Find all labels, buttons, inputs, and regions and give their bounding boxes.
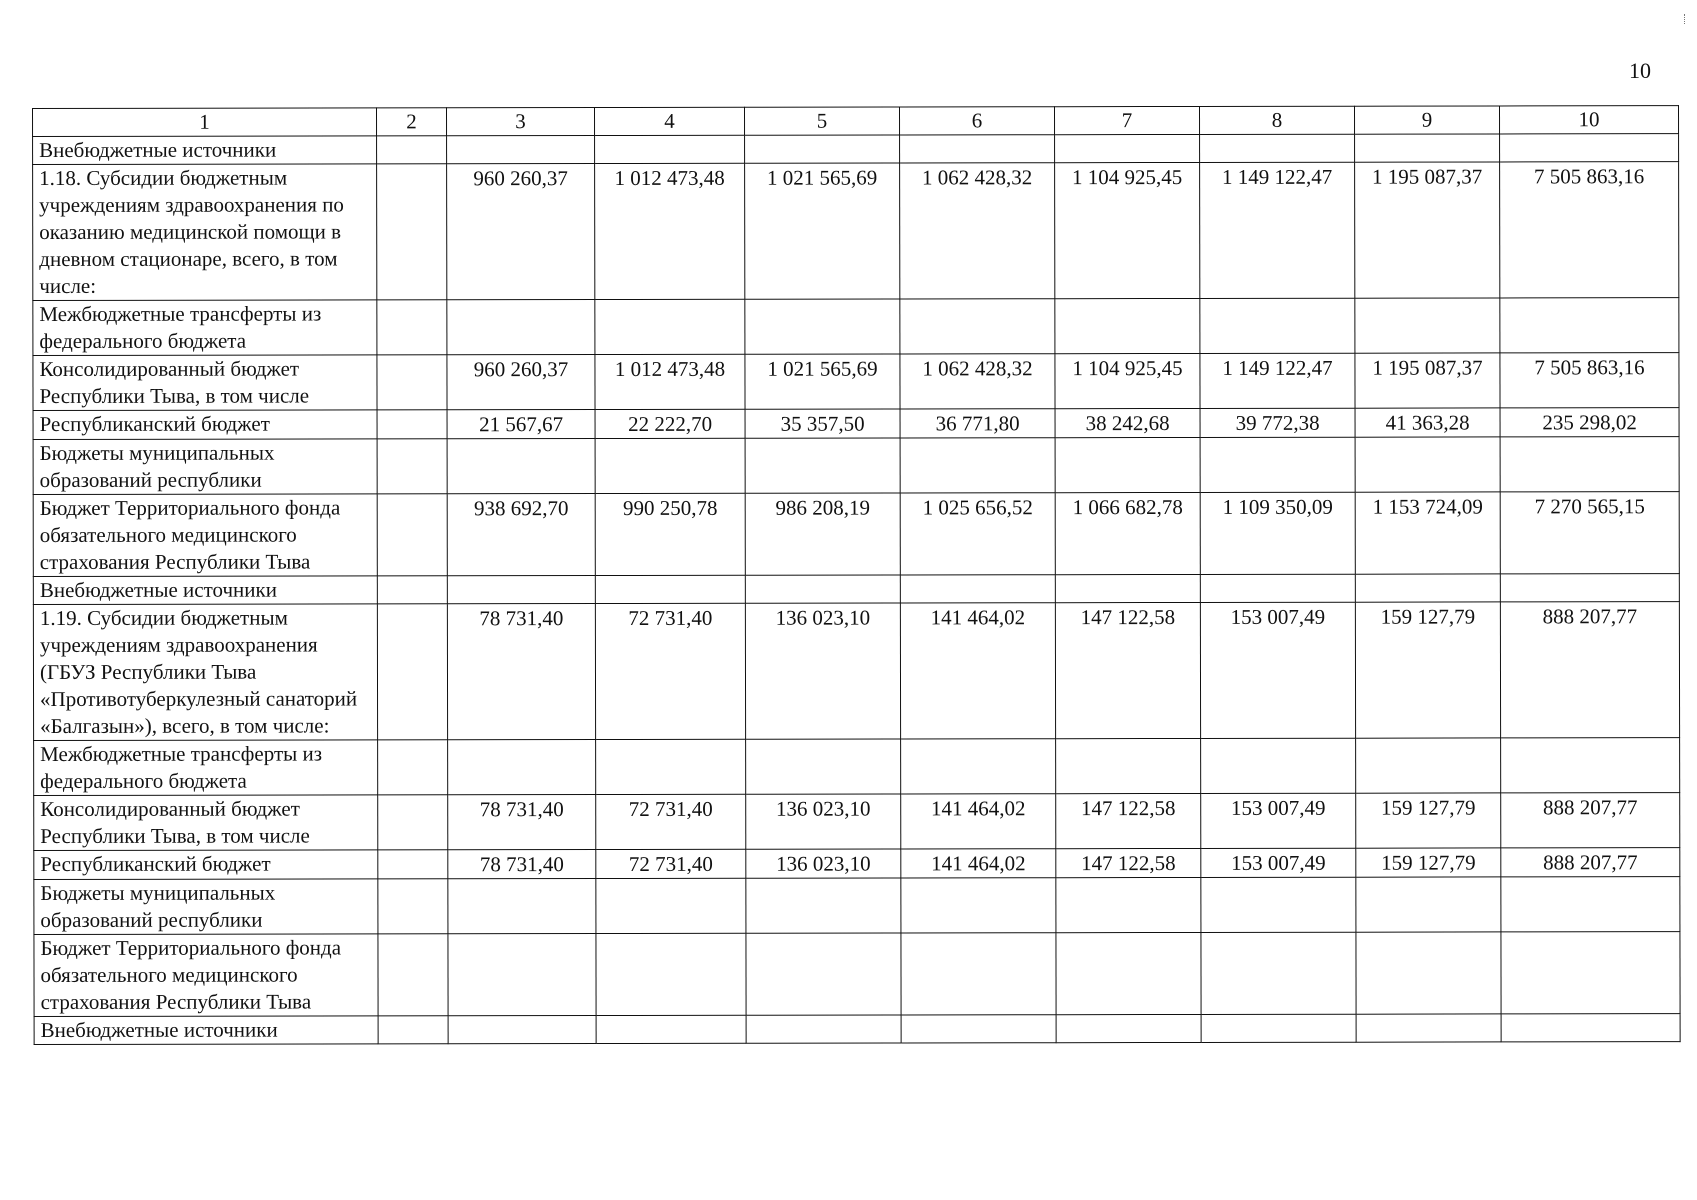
value-cell	[377, 300, 447, 355]
value-cell: 153 007,49	[1201, 793, 1356, 848]
table-row	[33, 353, 1679, 411]
value-cell	[1055, 574, 1200, 602]
column-header: 9	[1354, 106, 1499, 134]
value-cell	[378, 879, 448, 934]
column-header: 4	[595, 107, 745, 135]
value-cell: 147 122,58	[1056, 793, 1201, 848]
value-cell: 72 731,40	[596, 849, 746, 878]
value-cell	[447, 136, 595, 164]
value-cell	[1056, 1014, 1201, 1042]
value-cell: 7 270 565,15	[1500, 492, 1679, 574]
value-cell	[1501, 932, 1680, 1014]
column-header: 1	[33, 108, 377, 137]
table-row	[33, 298, 1679, 356]
row-label: Консолидированный бюджет Республики Тыва, в том числе	[33, 355, 377, 411]
table-row	[34, 877, 1680, 935]
value-cell	[1056, 877, 1201, 932]
value-cell	[377, 136, 447, 164]
value-cell: 1 062 428,32	[900, 163, 1055, 299]
value-cell	[377, 576, 447, 604]
value-cell	[377, 164, 447, 300]
value-cell	[448, 879, 596, 934]
column-header: 6	[899, 107, 1054, 135]
value-cell	[745, 135, 900, 163]
value-cell: 1 149 122,47	[1200, 353, 1355, 408]
row-label: Бюджет Территориального фонда обязательного медицинского страхования Республики Тыва	[34, 934, 378, 1017]
value-cell	[1355, 298, 1500, 353]
table-row	[34, 793, 1680, 851]
table-row	[33, 574, 1679, 605]
value-cell	[448, 1016, 596, 1044]
row-label: Внебюджетные источники	[33, 136, 377, 165]
value-cell	[1356, 932, 1501, 1014]
value-cell: 1 195 087,37	[1355, 162, 1500, 298]
value-cell	[746, 739, 901, 794]
row-label: Внебюджетные источники	[34, 1016, 378, 1045]
value-cell	[901, 933, 1056, 1015]
row-label: 1.18. Субсидии бюджетным учреждениям здравоохранения по оказанию медицинской помощи в дневном стационаре, всего, в том числе:	[33, 164, 377, 301]
value-cell	[447, 300, 595, 355]
value-cell	[378, 795, 448, 850]
page-number: 10	[1629, 58, 1651, 83]
value-cell: 1 021 565,69	[745, 163, 900, 299]
value-cell: 141 464,02	[901, 794, 1056, 849]
value-cell	[595, 135, 745, 163]
value-cell	[1201, 738, 1356, 793]
value-cell	[1500, 437, 1679, 492]
value-cell: 1 025 656,52	[900, 493, 1055, 575]
value-cell: 1 153 724,09	[1355, 492, 1500, 574]
value-cell	[1200, 134, 1355, 162]
value-cell: 960 260,37	[447, 164, 595, 300]
table-row	[33, 162, 1679, 301]
value-cell	[1356, 1014, 1501, 1042]
value-cell	[1200, 437, 1355, 492]
value-cell: 78 731,40	[448, 795, 596, 850]
value-cell: 159 127,79	[1356, 793, 1501, 848]
value-cell	[901, 739, 1056, 794]
value-cell	[1355, 437, 1500, 492]
value-cell: 141 464,02	[901, 849, 1056, 878]
value-cell	[900, 135, 1055, 163]
value-cell: 147 122,58	[1056, 848, 1201, 877]
table-row	[33, 602, 1679, 741]
value-cell	[745, 438, 900, 493]
value-cell	[378, 740, 448, 795]
value-cell: 21 567,67	[447, 410, 595, 439]
value-cell	[1355, 574, 1500, 602]
value-cell	[377, 604, 447, 740]
value-cell	[595, 575, 745, 603]
value-cell: 1 062 428,32	[900, 354, 1055, 409]
value-cell	[1356, 877, 1501, 932]
value-cell	[378, 1016, 448, 1044]
value-cell: 938 692,70	[447, 494, 595, 576]
value-cell: 1 149 122,47	[1200, 162, 1355, 298]
value-cell: 1 109 350,09	[1200, 492, 1355, 574]
value-cell: 235 298,02	[1500, 408, 1679, 437]
value-cell	[1355, 134, 1500, 162]
row-label: Республиканский бюджет	[33, 410, 377, 440]
row-label: Бюджеты муниципальных образований республики	[33, 439, 377, 495]
value-cell: 1 012 473,48	[595, 163, 745, 299]
value-cell: 1 104 925,45	[1055, 162, 1200, 298]
value-cell	[1201, 1014, 1356, 1042]
value-cell: 136 023,10	[746, 794, 901, 849]
value-cell	[901, 878, 1056, 933]
column-header: 5	[744, 107, 899, 135]
value-cell: 78 731,40	[447, 604, 595, 740]
value-cell	[596, 1015, 746, 1043]
value-cell: 1 021 565,69	[745, 354, 900, 409]
table-row	[33, 134, 1679, 165]
value-cell: 136 023,10	[745, 603, 900, 739]
value-cell	[1200, 298, 1355, 353]
table-body	[33, 134, 1681, 1045]
table-row	[34, 848, 1680, 880]
value-cell	[596, 739, 746, 794]
value-cell	[447, 439, 595, 494]
table-row	[33, 437, 1679, 495]
value-cell	[1500, 298, 1679, 353]
value-cell	[448, 740, 596, 795]
value-cell	[1055, 298, 1200, 353]
value-cell: 7 505 863,16	[1500, 162, 1679, 298]
budget-table	[32, 105, 1681, 1045]
value-cell: 141 464,02	[900, 603, 1055, 739]
column-header: 7	[1054, 106, 1199, 134]
value-cell	[1056, 738, 1201, 793]
value-cell	[900, 438, 1055, 493]
value-cell	[377, 410, 447, 439]
row-label: Республиканский бюджет	[34, 850, 378, 880]
value-cell	[1201, 932, 1356, 1014]
value-cell: 41 363,28	[1355, 408, 1500, 437]
value-cell	[377, 355, 447, 410]
value-cell: 1 104 925,45	[1055, 353, 1200, 408]
value-cell: 72 731,40	[595, 603, 745, 739]
column-header: 10	[1499, 106, 1678, 134]
value-cell	[1501, 1014, 1680, 1042]
value-cell	[1501, 877, 1680, 932]
table-row	[34, 1014, 1680, 1045]
value-cell: 136 023,10	[746, 849, 901, 878]
value-cell: 986 208,19	[745, 493, 900, 575]
value-cell	[900, 299, 1055, 354]
value-cell: 1 012 473,48	[595, 354, 745, 409]
value-cell	[746, 933, 901, 1015]
value-cell	[746, 1015, 901, 1043]
value-cell: 153 007,49	[1200, 602, 1355, 738]
value-cell: 38 242,68	[1055, 408, 1200, 437]
column-header: 3	[447, 108, 595, 136]
header-row	[33, 106, 1679, 137]
value-cell	[1055, 134, 1200, 162]
row-label: Бюджет Территориального фонда обязательного медицинского страхования Республики Тыва	[33, 494, 377, 577]
column-header: 2	[377, 108, 447, 136]
value-cell: 888 207,77	[1501, 848, 1680, 877]
value-cell: 39 772,38	[1200, 408, 1355, 437]
value-cell: 153 007,49	[1201, 848, 1356, 877]
value-cell	[901, 1015, 1056, 1043]
value-cell: 78 731,40	[448, 850, 596, 879]
value-cell	[1201, 877, 1356, 932]
value-cell: 960 260,37	[447, 355, 595, 410]
table-row	[34, 932, 1680, 1017]
value-cell	[1200, 574, 1355, 602]
value-cell	[1055, 437, 1200, 492]
value-cell	[1356, 738, 1501, 793]
value-cell	[1500, 574, 1679, 602]
value-cell: 35 357,50	[745, 409, 900, 438]
value-cell	[745, 299, 900, 354]
row-label: 1.19. Субсидии бюджетным учреждениям здравоохранения (ГБУЗ Республики Тыва «Противотуберкулезный санаторий «Балгазын»), всего, в том числе:	[33, 604, 377, 741]
value-cell: 159 127,79	[1356, 848, 1501, 877]
column-header: 8	[1199, 106, 1354, 134]
table-row	[34, 738, 1680, 796]
value-cell: 1 195 087,37	[1355, 353, 1500, 408]
value-cell: 990 250,78	[595, 493, 745, 575]
row-label: Межбюджетные трансферты из федерального бюджета	[34, 740, 378, 796]
value-cell	[378, 850, 448, 879]
value-cell: 7 505 863,16	[1500, 353, 1679, 408]
value-cell	[596, 878, 746, 933]
value-cell	[596, 933, 746, 1015]
value-cell	[595, 299, 745, 354]
table-row	[33, 492, 1679, 577]
value-cell	[595, 438, 745, 493]
value-cell	[447, 576, 595, 604]
row-label: Консолидированный бюджет Республики Тыва, в том числе	[34, 795, 378, 851]
value-cell: 888 207,77	[1500, 602, 1679, 738]
row-label: Межбюджетные трансферты из федерального бюджета	[33, 300, 377, 356]
row-label: Бюджеты муниципальных образований республики	[34, 879, 378, 935]
value-cell: 22 222,70	[595, 409, 745, 438]
value-cell	[1056, 932, 1201, 1014]
value-cell	[746, 878, 901, 933]
value-cell	[1500, 134, 1679, 162]
value-cell	[745, 575, 900, 603]
value-cell: 36 771,80	[900, 409, 1055, 438]
value-cell: 159 127,79	[1355, 602, 1500, 738]
scan-corner-mark	[1684, 14, 1689, 24]
value-cell	[377, 494, 447, 576]
value-cell: 72 731,40	[596, 794, 746, 849]
value-cell	[900, 575, 1055, 603]
value-cell: 147 122,58	[1055, 602, 1200, 738]
value-cell	[1501, 738, 1680, 793]
row-label: Внебюджетные источники	[33, 576, 377, 605]
value-cell	[378, 934, 448, 1016]
table-row	[33, 408, 1679, 440]
value-cell: 888 207,77	[1501, 793, 1680, 848]
value-cell	[377, 439, 447, 494]
value-cell: 1 066 682,78	[1055, 492, 1200, 574]
value-cell	[448, 934, 596, 1016]
